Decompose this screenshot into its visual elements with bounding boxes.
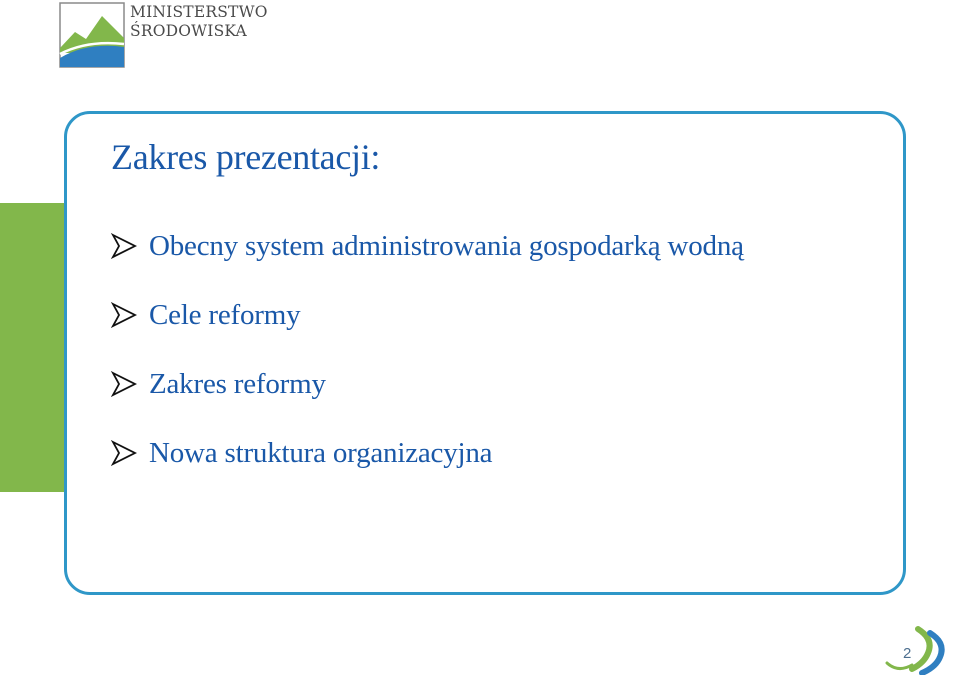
arrow-bullet-icon (111, 302, 137, 328)
agenda-item-label: Zakres reformy (149, 367, 326, 400)
wave-logo-icon (884, 625, 956, 675)
agenda-item-label: Cele reformy (149, 298, 301, 331)
logo-line-1: MINISTERSTWO (130, 3, 268, 21)
agenda-item-label: Nowa struktura organizacyjna (149, 436, 493, 469)
agenda-list (111, 228, 744, 504)
agenda-item-label: Obecny system administrowania gospodarką wodną (149, 229, 744, 262)
ministry-name (130, 3, 268, 41)
list-item (111, 228, 744, 264)
list-item (111, 435, 744, 471)
mountain-landscape-logo-icon (59, 2, 125, 68)
slide-title: Zakres prezentacji: (111, 137, 381, 177)
arrow-bullet-icon (111, 233, 137, 259)
list-item (111, 297, 744, 333)
arrow-bullet-icon (111, 371, 137, 397)
list-item (111, 366, 744, 402)
ministry-logo (59, 2, 268, 68)
green-accent-bar (0, 203, 64, 492)
logo-line-2: ŚRODOWISKA (130, 22, 247, 40)
page-number: 2 (903, 645, 912, 662)
arrow-bullet-icon (111, 440, 137, 466)
